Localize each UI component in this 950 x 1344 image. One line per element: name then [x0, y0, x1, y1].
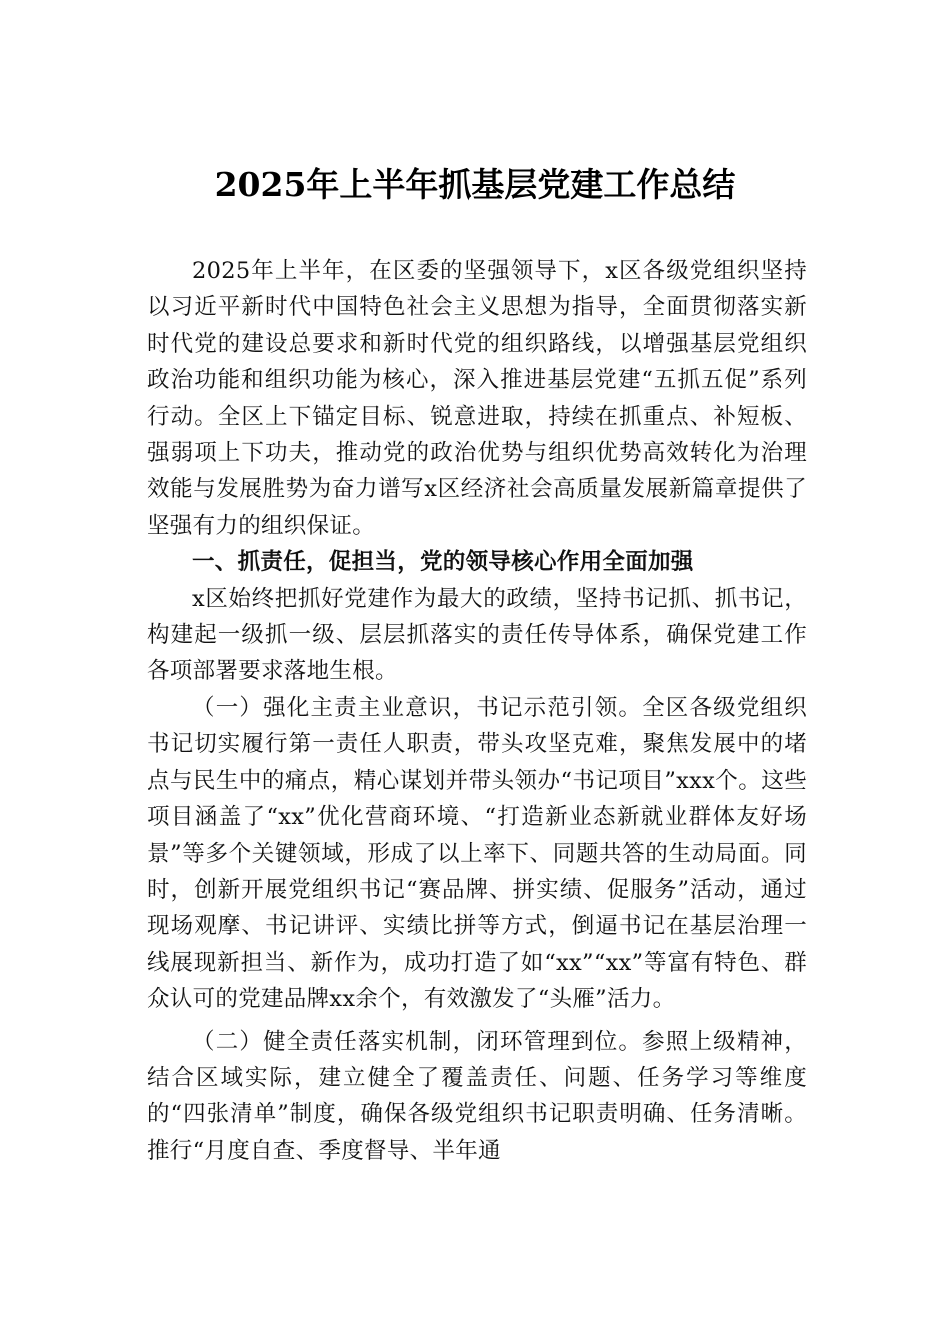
document-body [147, 253, 807, 1169]
subsection-2-paragraph: （二）健全责任落实机制，闭环管理到位。参照上级精神，结合区域实际，建立健全了覆盖责任、问题、任务学习等维度的“四张清单”制度，确保各级党组织书记职责明确、任务清晰。推行“月度自查、季度督导、半年通 [147, 1028, 807, 1164]
section-1-paragraph: x区始终把抓好党建作为最大的政绩，坚持书记抓、抓书记，构建起一级抓一级、层层抓落实的责任传导体系，确保党建工作各项部署要求落地生根。 [147, 585, 807, 685]
document-title: 2025年上半年抓基层党建工作总结 [214, 165, 736, 204]
section-heading-1: 一、抓责任，促担当，党的领导核心作用全面加强 [192, 549, 694, 576]
subsection-1-paragraph: （一）强化主责主业意识，书记示范引领。全区各级党组织书记切实履行第一责任人职责，带头攻坚克难，聚焦发展中的堵点与民生中的痛点，精心谋划并带头领办“书记项目”xxx个。这些项目涵盖了“xx”优化营商环境、“打造新业态新就业群体友好场景”等多个关键领域，形成了以上率下、同题共答的生动局面。同时，创新开展党组织书记“赛品牌、拼实绩、促服务”活动，通过现场观摩、书记讲评、实绩比拼等方式，倒逼书记在基层治理一线展现新担当、新作为，成功打造了如“xx”“xx”等富有特色、群众认可的党建品牌xx余个，有效激发了“头雁”活力。 [147, 694, 807, 1013]
intro-paragraph: 2025年上半年，在区委的坚强领导下，x区各级党组织坚持以习近平新时代中国特色社会主义思想为指导，全面贯彻落实新时代党的建设总要求和新时代党的组织路线，以增强基层党组织政治功能和组织功能为核心，深入推进基层党建“五抓五促”系列行动。全区上下锚定目标、锐意进取，持续在抓重点、补短板、强弱项上下功夫，推动党的政治优势与组织优势高效转化为治理效能与发展胜势为奋力谱写x区经济社会高质量发展新篇章提供了坚强有力的组织保证。 [147, 258, 807, 539]
